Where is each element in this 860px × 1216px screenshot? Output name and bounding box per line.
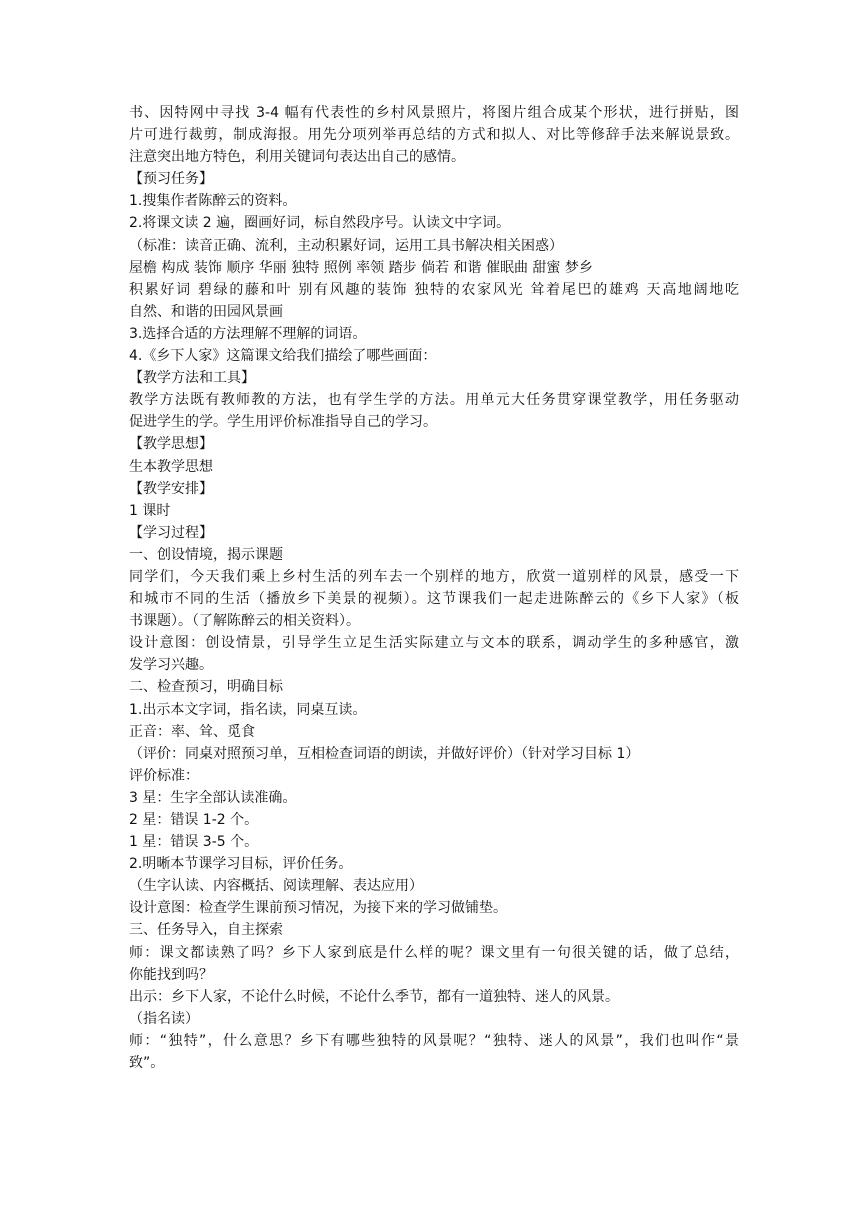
list-item: 3.选择合适的方法理解不理解的词语。 — [129, 325, 367, 342]
subsection-heading: 三、任务导入，自主探索 — [129, 922, 283, 939]
paragraph-line: 师：“独特”，什么意思？乡下有哪些独特的风景呢？“独特、迷人的风景”，我们也叫作“景 — [129, 1032, 739, 1049]
paragraph-line: 你能找到吗？ — [129, 966, 213, 983]
section-heading: 【预习任务】 — [129, 171, 213, 188]
paragraph-line: （生字认读、内容概括、阅读理解、表达应用） — [129, 878, 423, 895]
paragraph-line: 正音：率、耸、觅食 — [129, 723, 255, 740]
paragraph-line: 促进学生的学。学生用评价标准指导自己的学习。 — [129, 414, 437, 431]
paragraph-line: 发学习兴趣。 — [129, 657, 213, 674]
paragraph-line: 片可进行裁剪，制成海报。用先分项列举再总结的方式和拟人、对比等修辞手法来解说景致。 — [129, 127, 739, 144]
rating-criterion: 3 星：生字全部认读准确。 — [129, 789, 297, 806]
section-heading: 【教学安排】 — [129, 480, 213, 497]
paragraph-line: （指名读） — [129, 1010, 199, 1027]
list-item: 4.《乡下人家》这篇课文给我们描绘了哪些画面： — [129, 348, 437, 365]
paragraph-line: 致”。 — [129, 1055, 165, 1072]
paragraph-line: 师：课文都读熟了吗？乡下人家到底是什么样的呢？课文里有一句很关键的话，做了总结， — [129, 944, 739, 961]
section-heading: 【学习过程】 — [129, 524, 213, 541]
paragraph-line: 出示：乡下人家，不论什么时候，不论什么季节，都有一道独特、迷人的风景。 — [129, 988, 619, 1005]
rating-criterion: 1 星：错误 3-5 个。 — [129, 834, 259, 851]
list-item: 1.搜集作者陈醉云的资料。 — [129, 193, 297, 210]
vocabulary-line: 积累好词 碧绿的藤和叶 别有风趣的装饰 独特的农家风光 耸着尾巴的雄鸡 天高地阔地吃 — [129, 281, 739, 298]
paragraph-line: 1 课时 — [129, 502, 171, 519]
rating-criterion: 2 星：错误 1-2 个。 — [129, 812, 259, 828]
paragraph-line: 设计意图：检查学生课前预习情况，为接下来的学习做铺垫。 — [129, 900, 507, 917]
section-heading: 【教学方法和工具】 — [129, 370, 255, 387]
subsection-heading: 一、创设情境，揭示课题 — [129, 546, 283, 563]
paragraph-line: （标准：读音正确、流利，主动积累好词，运用工具书解决相关困惑） — [129, 237, 563, 254]
paragraph-line: 和城市不同的生活（播放乡下美景的视频）。这节课我们一起走进陈醉云的《乡下人家》（板 — [129, 591, 739, 608]
subsection-heading: 二、检查预习，明确目标 — [129, 679, 283, 696]
section-heading: 【教学思想】 — [129, 436, 213, 453]
paragraph-line: 教学方法既有教师教的方法，也有学生学的方法。用单元大任务贯穿课堂教学，用任务驱动 — [129, 392, 739, 409]
paragraph-line: （评价：同桌对照预习单，互相检查词语的朗读，并做好评价）（针对学习目标 1） — [129, 745, 640, 762]
paragraph-line: 设计意图：创设情景，引导学生立足生活实际建立与文本的联系，调动学生的多种感官，激 — [129, 635, 739, 652]
vocabulary-line: 自然、和谐的田园风景画 — [129, 303, 283, 320]
list-item: 1.出示本文字词，指名读，同桌互读。 — [129, 701, 367, 718]
paragraph-line: 生本教学思想 — [129, 458, 213, 475]
paragraph-line: 评价标准： — [129, 767, 199, 784]
paragraph-line: 同学们，今天我们乘上乡村生活的列车去一个别样的地方，欣赏一道别样的风景，感受一下 — [129, 568, 739, 585]
paragraph-line: 书、因特网中寻找 3-4 幅有代表性的乡村风景照片，将图片组合成某个形状，进行拼贴，图 — [129, 105, 739, 121]
paragraph-line: 书课题）。（了解陈醉云的相关资料）。 — [129, 613, 360, 630]
document-body — [129, 102, 739, 1074]
vocabulary-line: 屋檐 构成 装饰 顺序 华丽 独特 照例 率领 踏步 倘若 和谐 催眠曲 甜蜜 梦乡 — [129, 259, 593, 276]
paragraph-line: 注意突出地方特色，利用关键词句表达出自己的感情。 — [129, 149, 465, 166]
list-item: 2.将课文读 2 遍，圈画好词，标自然段序号。认读文中字词。 — [129, 215, 511, 232]
list-item: 2.明晰本节课学习目标，评价任务。 — [129, 856, 353, 873]
